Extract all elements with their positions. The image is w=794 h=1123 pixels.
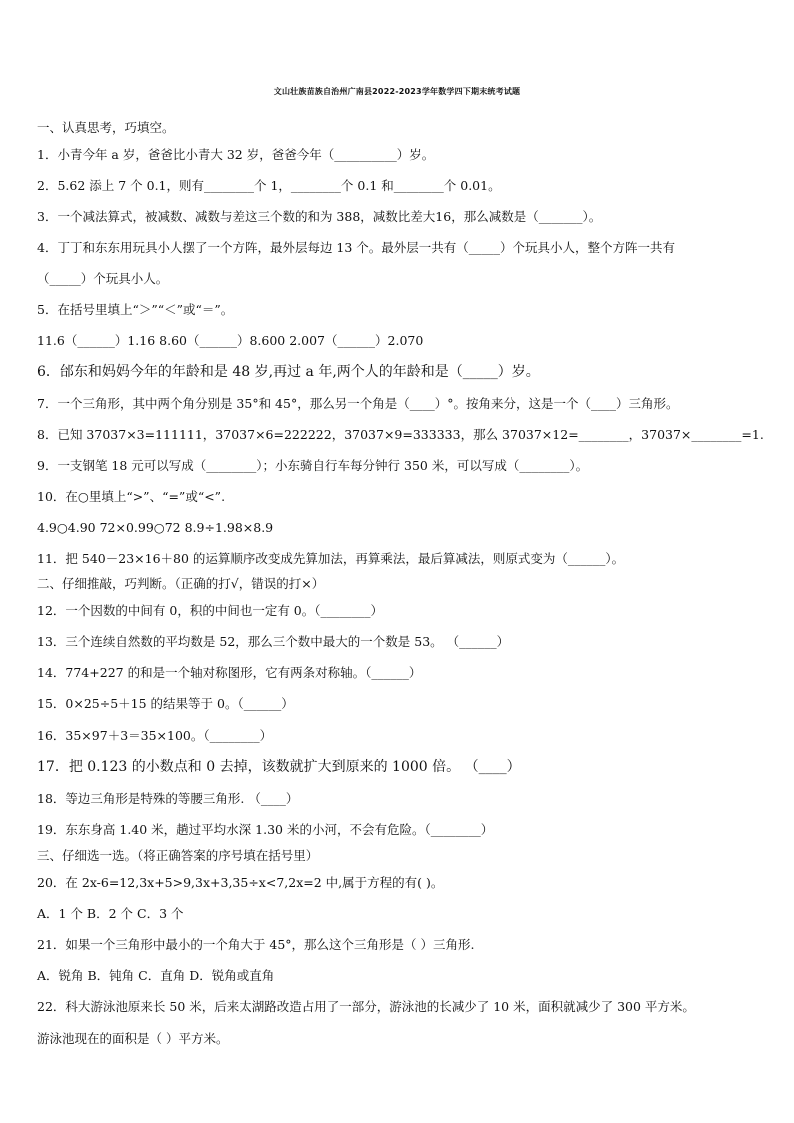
question-3: 3．一个减法算式，被减数、减数与差这三个数的和为 388，减数比差大16，那么减数是（_______）。	[37, 209, 602, 224]
question-12: 12．一个因数的中间有 0，积的中间也一定有 0。（________）	[37, 603, 384, 618]
question-14: 14．774+227 的和是一个轴对称图形，它有两条对称轴。（______）	[37, 665, 422, 680]
question-10-items: 4.9○4.90 72×0.99○72 8.9÷1.98×8.9	[37, 520, 274, 535]
question-2: 2．5.62 添上 7 个 0.1，则有________个 1，________个 0.1 和________个 0.01。	[37, 178, 501, 193]
question-8: 8．已知 37037×3=111111，37037×6=222222，37037×9=333333，那么 37037×12=________，37037×________=1.	[37, 427, 764, 442]
question-4-line-2: （_____）个玩具小人。	[37, 271, 169, 286]
section-3-heading: 三、仔细选一选。（将正确答案的序号填在括号里）	[37, 848, 319, 863]
question-21-options: A．锐角 B．钝角 C．直角 D．锐角或直角	[37, 968, 275, 983]
question-15: 15．0×25÷5＋15 的结果等于 0。（______）	[37, 696, 294, 711]
question-6: 6．邰东和妈妈今年的年龄和是 48 岁,再过 a 年,两个人的年龄和是（_____）岁。	[37, 364, 540, 380]
section-1-heading: 一、认真思考，巧填空。	[37, 120, 175, 135]
question-21: 21．如果一个三角形中最小的一个角大于 45°，那么这个三角形是（ ）三角形.	[37, 937, 475, 952]
question-5-items: 11.6（______）1.16 8.60（______）8.600 2.007（______）2.070	[37, 333, 424, 348]
question-1: 1．小青今年 a 岁，爸爸比小青大 32 岁，爸爸今年（__________）岁。	[37, 147, 435, 162]
question-20: 20．在 2x-6=12,3x+5>9,3x+3,35÷x<7,2x=2 中,属于方程的有( )。	[37, 875, 444, 890]
exam-title: 文山壮族苗族自治州广南县2022-2023学年数学四下期末统考试题	[273, 87, 521, 96]
question-4-line-1: 4．丁丁和东东用玩具小人摆了一个方阵，最外层每边 13 个。最外层一共有（_____）个玩具小人，整个方阵一共有	[37, 240, 676, 255]
question-17: 17．把 0.123 的小数点和 0 去掉，该数就扩大到原来的 1000 倍。 （____）	[37, 759, 521, 775]
question-16: 16．35×97＋3＝35×100。（________）	[37, 728, 273, 743]
question-19: 19．东东身高 1.40 米，趟过平均水深 1.30 米的小河，不会有危险。（________）	[37, 822, 494, 837]
question-22-line-2: 游泳池现在的面积是（ ）平方米。	[37, 1031, 229, 1046]
question-22-line-1: 22．科大游泳池原来长 50 米，后来太湖路改造占用了一部分，游泳池的长减少了 10 米，面积就减少了 300 平方米。	[37, 999, 695, 1014]
question-10: 10．在○里填上“>”、“=”或“<”.	[37, 489, 226, 504]
section-2-heading: 二、仔细推敲，巧判断。（正确的打√，错误的打×）	[37, 576, 325, 591]
question-18: 18．等边三角形是特殊的等腰三角形. （____）	[37, 791, 299, 806]
question-11: 11．把 540－23×16＋80 的运算顺序改变成先算加法，再算乘法，最后算减法，则原式变为（______）。	[37, 551, 625, 566]
question-20-options: A．1 个 B．2 个 C．3 个	[37, 906, 184, 921]
question-7: 7．一个三角形，其中两个角分别是 35°和 45°，那么另一个角是（____）°。按角来分，这是一个（____）三角形。	[37, 396, 679, 411]
question-5: 5．在括号里填上“＞”“＜”或“＝”。	[37, 302, 234, 317]
question-13: 13．三个连续自然数的平均数是 52，那么三个数中最大的一个数是 53。 （______）	[37, 634, 510, 649]
question-9: 9．一支钢笔 18 元可以写成（________）；小东骑自行车每分钟行 350 米，可以写成（________）。	[37, 458, 589, 473]
